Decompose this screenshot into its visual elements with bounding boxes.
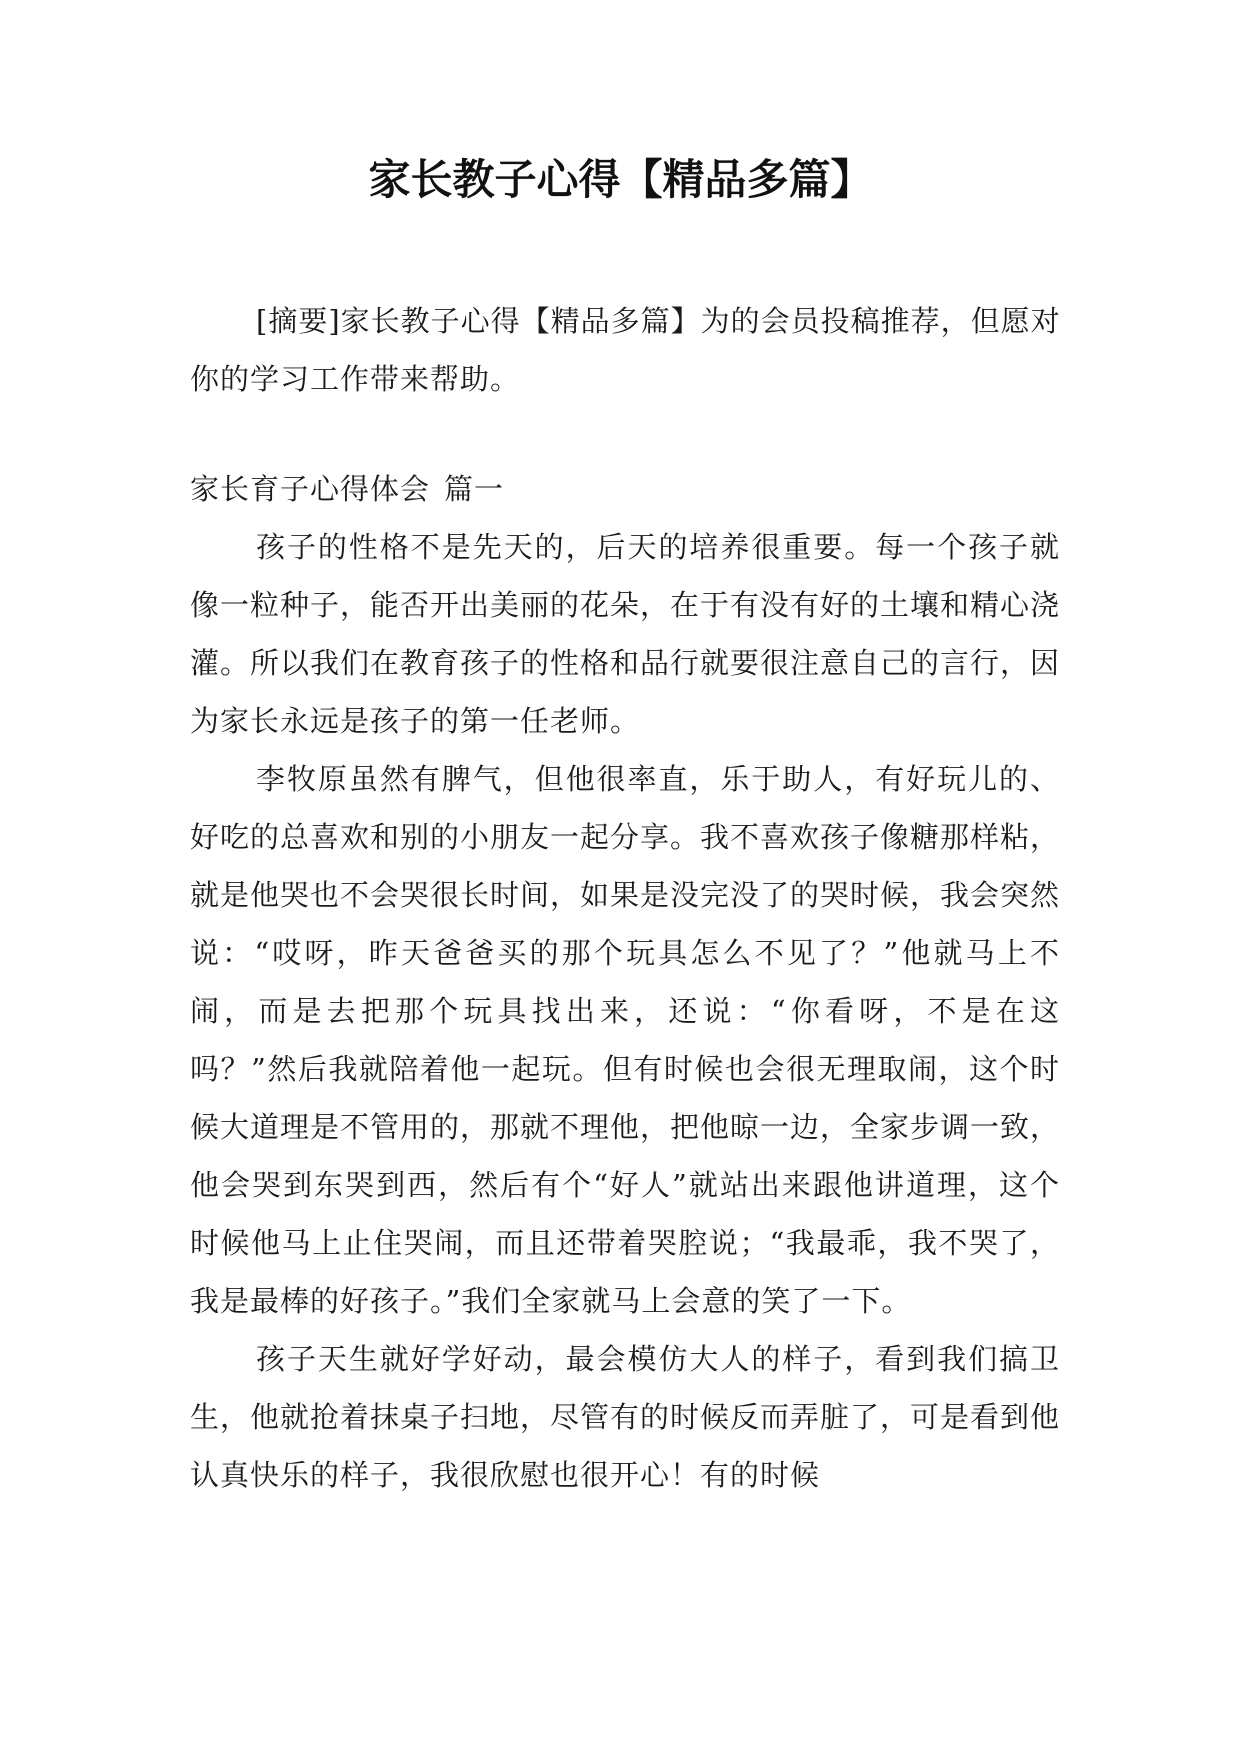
document-title: 家长教子心得【精品多篇】 [368, 155, 873, 204]
section-heading-suffix: 篇一 [444, 472, 505, 506]
paragraph-1: 孩子的性格不是先天的，后天的培养很重要。每一个孩子就像一粒种子，能否开出美丽的花朵，在于有没有好的土壤和精心浇灌。所以我们在教育孩子的性格和品行就要很注意自己的言行，因为家长永远是孩子的第一任老师。 [190, 530, 1061, 738]
section-heading-text: 家长育子心得体会 [190, 472, 431, 506]
paragraph-3: 孩子天生就好学好动，最会模仿大人的样子，看到我们搞卫生，他就抢着抹桌子扫地，尽管有的时候反而弄脏了，可是看到他认真快乐的样子，我很欣慰也很开心！有的时候 [190, 1342, 1061, 1492]
paragraph-2: 李牧原虽然有脾气，但他很率直，乐于助人，有好玩儿的、好吃的总喜欢和别的小朋友一起分享。我不喜欢孩子像糖那样粘，就是他哭也不会哭很长时间，如果是没完没了的哭时候，我会突然说：“哎呀，昨天爸爸买的那个玩具怎么不见了？”他就马上不闹，而是去把那个玩具找出来，还说：“你看呀，不是在这吗？”然后我就陪着他一起玩。但有时候也会很无理取闹，这个时候大道理是不管用的，那就不理他，把他晾一边，全家步调一致，他会哭到东哭到西，然后有个“好人”就站出来跟他讲道理，这个时候他马上止住哭闹，而且还带着哭腔说；“我最乖，我不哭了，我是最棒的好孩子。”我们全家就马上会意的笑了一下。 [190, 762, 1061, 1318]
section-heading [190, 460, 1060, 518]
document-body [190, 460, 1060, 1504]
document-abstract: [摘要]家长教子心得【精品多篇】为的会员投稿推荐，但愿对你的学习工作带来帮助。 [190, 304, 1061, 396]
